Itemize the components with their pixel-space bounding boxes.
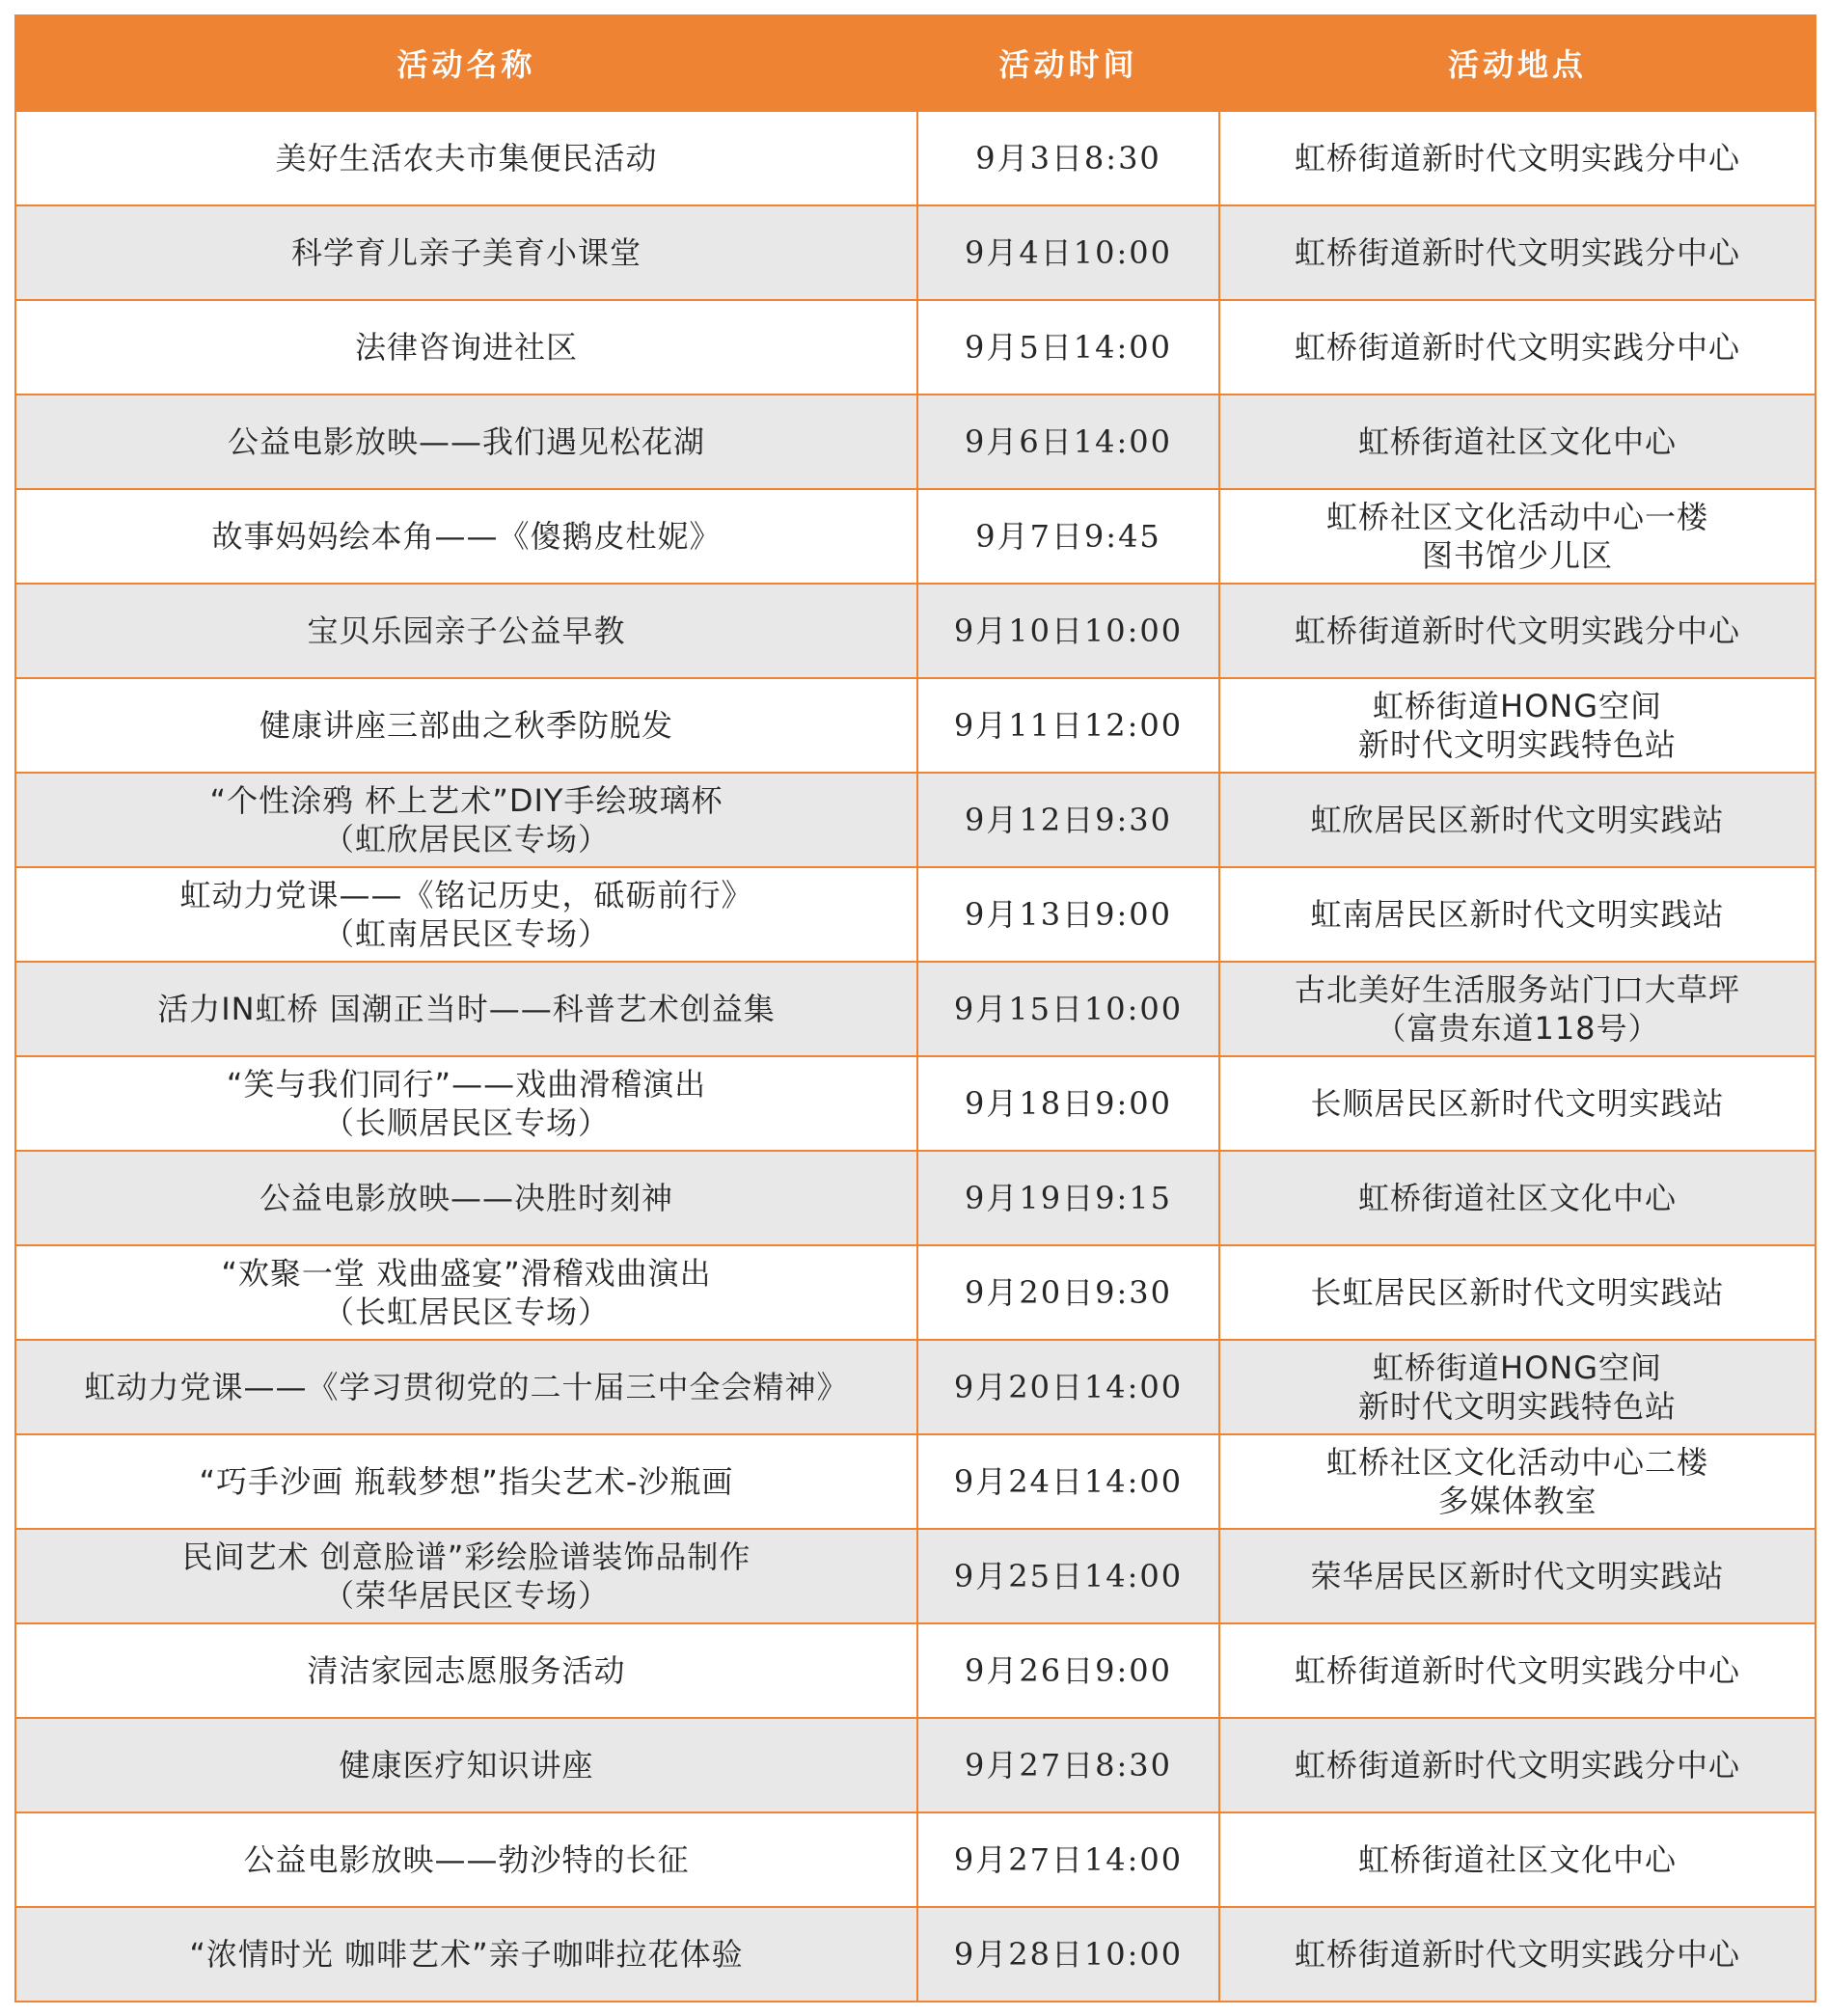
cell-activity-place: 长顺居民区新时代文明实践站 <box>1219 1056 1815 1151</box>
cell-activity-time: 9月20日14:00 <box>917 1340 1219 1434</box>
table-row <box>15 300 1815 395</box>
cell-activity-place: 虹桥街道新时代文明实践分中心 <box>1219 584 1815 678</box>
cell-activity-place: 虹桥街道社区文化中心 <box>1219 395 1815 489</box>
table-row <box>15 1056 1815 1151</box>
cell-activity-place: 虹桥街道新时代文明实践分中心 <box>1219 1718 1815 1812</box>
cell-activity-place: 虹桥街道HONG空间 新时代文明实践特色站 <box>1219 1340 1815 1434</box>
cell-activity-name: 活力IN虹桥 国潮正当时——科普艺术创益集 <box>15 962 917 1056</box>
cell-activity-time: 9月11日12:00 <box>917 678 1219 773</box>
cell-activity-place: 虹桥街道社区文化中心 <box>1219 1812 1815 1907</box>
cell-activity-place: 虹南居民区新时代文明实践站 <box>1219 867 1815 962</box>
cell-activity-time: 9月27日14:00 <box>917 1812 1219 1907</box>
cell-activity-place: 虹桥街道HONG空间 新时代文明实践特色站 <box>1219 678 1815 773</box>
cell-activity-place: 虹桥社区文化活动中心二楼 多媒体教室 <box>1219 1434 1815 1529</box>
cell-activity-name: 民间艺术 创意脸谱”彩绘脸谱装饰品制作 （荣华居民区专场） <box>15 1529 917 1623</box>
cell-activity-name: “个性涂鸦 杯上艺术”DIY手绘玻璃杯 （虹欣居民区专场） <box>15 773 917 867</box>
table-row <box>15 1812 1815 1907</box>
table-row <box>15 1718 1815 1812</box>
cell-activity-name: “欢聚一堂 戏曲盛宴”滑稽戏曲演出 （长虹居民区专场） <box>15 1245 917 1340</box>
table-row <box>15 962 1815 1056</box>
table-row <box>15 1434 1815 1529</box>
cell-activity-name: 美好生活农夫市集便民活动 <box>15 111 917 205</box>
cell-activity-name: 公益电影放映——决胜时刻神 <box>15 1151 917 1245</box>
header-row <box>15 14 1815 111</box>
cell-activity-time: 9月7日9:45 <box>917 489 1219 584</box>
cell-activity-time: 9月4日10:00 <box>917 205 1219 300</box>
cell-activity-name: 虹动力党课——《铭记历史，砥砺前行》 （虹南居民区专场） <box>15 867 917 962</box>
cell-activity-name: 科学育儿亲子美育小课堂 <box>15 205 917 300</box>
cell-activity-time: 9月6日14:00 <box>917 395 1219 489</box>
cell-activity-place: 虹桥街道新时代文明实践分中心 <box>1219 205 1815 300</box>
table-row <box>15 867 1815 962</box>
cell-activity-place: 虹桥街道新时代文明实践分中心 <box>1219 300 1815 395</box>
table-body <box>15 111 1815 2002</box>
table-row <box>15 1623 1815 1718</box>
table-row <box>15 584 1815 678</box>
cell-activity-time: 9月10日10:00 <box>917 584 1219 678</box>
cell-activity-time: 9月20日9:30 <box>917 1245 1219 1340</box>
cell-activity-place: 荣华居民区新时代文明实践站 <box>1219 1529 1815 1623</box>
table-header <box>15 14 1815 111</box>
cell-activity-place: 长虹居民区新时代文明实践站 <box>1219 1245 1815 1340</box>
cell-activity-place: 虹桥街道新时代文明实践分中心 <box>1219 1907 1815 2002</box>
table-row <box>15 1907 1815 2002</box>
cell-activity-name: “浓情时光 咖啡艺术”亲子咖啡拉花体验 <box>15 1907 917 2002</box>
cell-activity-time: 9月26日9:00 <box>917 1623 1219 1718</box>
cell-activity-name: 健康医疗知识讲座 <box>15 1718 917 1812</box>
cell-activity-name: “笑与我们同行”——戏曲滑稽演出 （长顺居民区专场） <box>15 1056 917 1151</box>
cell-activity-place: 虹桥街道社区文化中心 <box>1219 1151 1815 1245</box>
cell-activity-time: 9月15日10:00 <box>917 962 1219 1056</box>
table-row <box>15 111 1815 205</box>
cell-activity-name: 故事妈妈绘本角——《傻鹅皮杜妮》 <box>15 489 917 584</box>
cell-activity-time: 9月24日14:00 <box>917 1434 1219 1529</box>
cell-activity-name: 虹动力党课——《学习贯彻党的二十届三中全会精神》 <box>15 1340 917 1434</box>
cell-activity-time: 9月3日8:30 <box>917 111 1219 205</box>
cell-activity-place: 虹桥社区文化活动中心一楼 图书馆少儿区 <box>1219 489 1815 584</box>
table-row <box>15 205 1815 300</box>
cell-activity-name: 清洁家园志愿服务活动 <box>15 1623 917 1718</box>
cell-activity-time: 9月13日9:00 <box>917 867 1219 962</box>
cell-activity-name: 法律咨询进社区 <box>15 300 917 395</box>
header-activity-place: 活动地点 <box>1219 14 1815 111</box>
table-row <box>15 489 1815 584</box>
table-row <box>15 773 1815 867</box>
header-activity-name: 活动名称 <box>15 14 917 111</box>
cell-activity-place: 虹桥街道新时代文明实践分中心 <box>1219 1623 1815 1718</box>
cell-activity-place: 虹桥街道新时代文明实践分中心 <box>1219 111 1815 205</box>
table-row <box>15 1340 1815 1434</box>
table-row <box>15 1529 1815 1623</box>
cell-activity-place: 古北美好生活服务站门口大草坪 （富贵东道118号） <box>1219 962 1815 1056</box>
cell-activity-time: 9月28日10:00 <box>917 1907 1219 2002</box>
cell-activity-time: 9月5日14:00 <box>917 300 1219 395</box>
cell-activity-place: 虹欣居民区新时代文明实践站 <box>1219 773 1815 867</box>
cell-activity-time: 9月12日9:30 <box>917 773 1219 867</box>
header-activity-time: 活动时间 <box>917 14 1219 111</box>
cell-activity-name: 公益电影放映——我们遇见松花湖 <box>15 395 917 489</box>
cell-activity-time: 9月27日8:30 <box>917 1718 1219 1812</box>
activity-schedule-table <box>14 14 1816 2002</box>
cell-activity-name: 健康讲座三部曲之秋季防脱发 <box>15 678 917 773</box>
cell-activity-time: 9月18日9:00 <box>917 1056 1219 1151</box>
table-row <box>15 395 1815 489</box>
cell-activity-name: “巧手沙画 瓶载梦想”指尖艺术-沙瓶画 <box>15 1434 917 1529</box>
cell-activity-time: 9月25日14:00 <box>917 1529 1219 1623</box>
cell-activity-time: 9月19日9:15 <box>917 1151 1219 1245</box>
cell-activity-name: 公益电影放映——勃沙特的长征 <box>15 1812 917 1907</box>
table-row <box>15 1245 1815 1340</box>
table-row <box>15 678 1815 773</box>
table-row <box>15 1151 1815 1245</box>
cell-activity-name: 宝贝乐园亲子公益早教 <box>15 584 917 678</box>
